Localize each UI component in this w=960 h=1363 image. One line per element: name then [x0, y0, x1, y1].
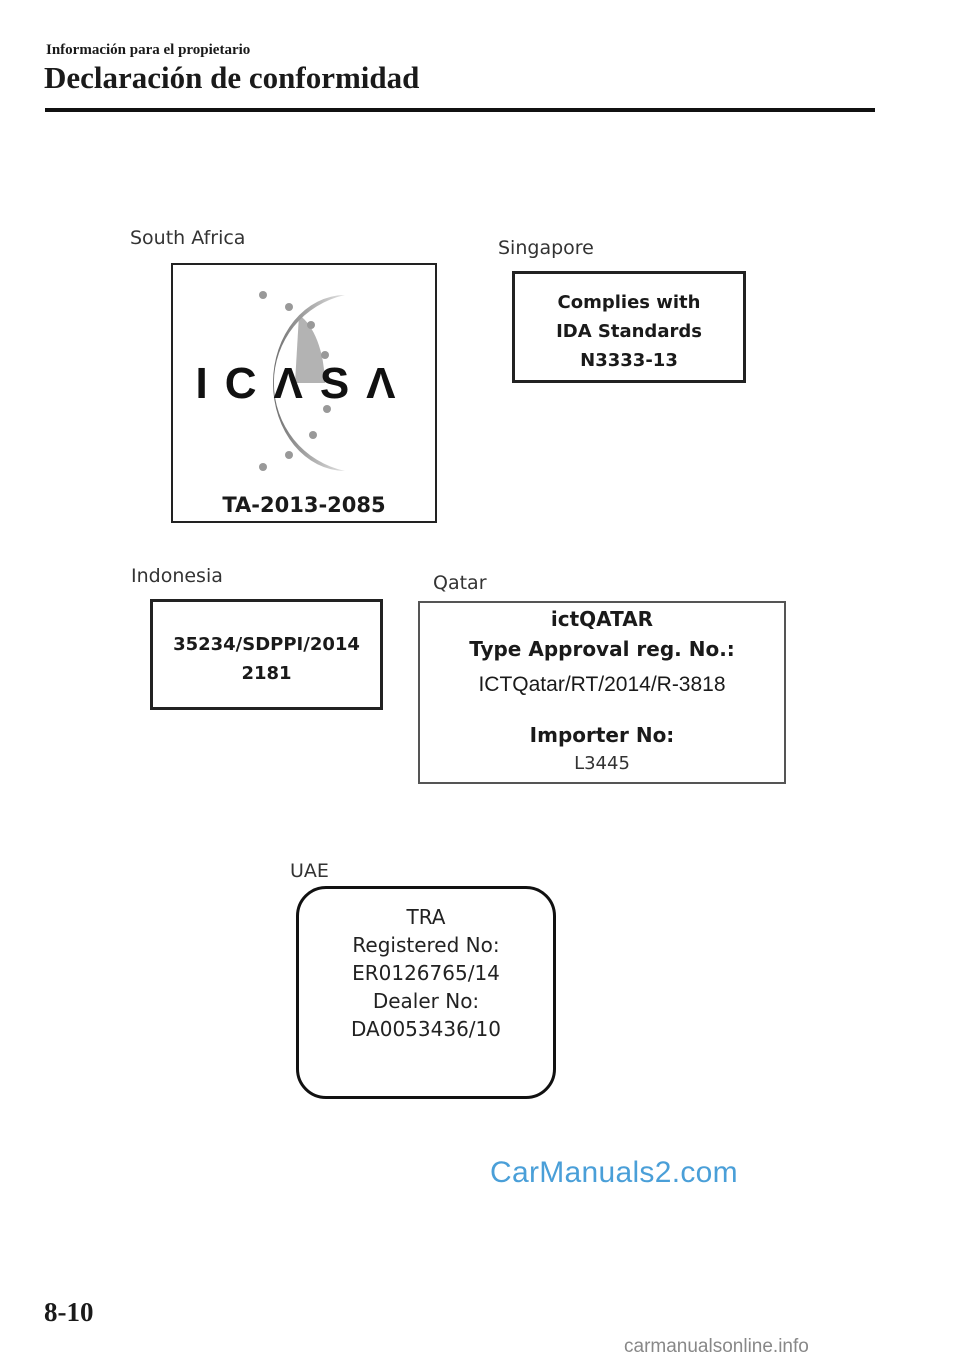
- tra-line-5: DA0053436/10: [351, 1017, 501, 1041]
- indonesia-label: Indonesia: [131, 565, 223, 587]
- tra-line-3: ER0126765/14: [352, 961, 500, 985]
- icasa-logo: [173, 265, 435, 495]
- importer-number: L3445: [574, 753, 630, 774]
- tra-approval-box: [296, 886, 556, 1099]
- sdppi-approval-box: [150, 599, 383, 710]
- sdppi-line-2: 2181: [241, 663, 292, 684]
- svg-text:ICΛSΛ: ICΛSΛ: [195, 359, 413, 408]
- ida-line-2: IDA Standards: [556, 321, 702, 342]
- type-approval-number: ICTQatar/RT/2014/R-3818: [478, 673, 726, 696]
- ida-line-1: Complies with: [557, 292, 701, 313]
- ida-approval-box: [512, 271, 746, 383]
- tra-line-2: Registered No:: [352, 933, 500, 957]
- ida-line-3: N3333-13: [580, 350, 678, 371]
- importer-label: Importer No:: [529, 723, 675, 747]
- qatar-label: Qatar: [433, 572, 487, 594]
- watermark: CarManuals2.com: [490, 1156, 738, 1189]
- footer-site: carmanualsonline.info: [624, 1336, 809, 1357]
- sdppi-line-1: 35234/SDPPI/2014: [173, 634, 360, 655]
- ictqatar-brand: ictQATAR: [550, 607, 654, 631]
- header-rule: [45, 108, 875, 112]
- tra-line-1: TRA: [406, 905, 446, 929]
- tra-line-4: Dealer No:: [372, 989, 480, 1013]
- uae-label: UAE: [290, 860, 329, 882]
- type-approval-label: Type Approval reg. No.:: [469, 637, 735, 661]
- icasa-approval-code: TA-2013-2085: [222, 493, 386, 517]
- ictqatar-approval-box: [418, 601, 786, 784]
- section-label: Información para el propietario: [46, 42, 251, 58]
- singapore-label: Singapore: [498, 237, 594, 259]
- south-africa-label: South Africa: [130, 227, 246, 249]
- icasa-approval-box: [171, 263, 437, 523]
- page-title: Declaración de conformidad: [44, 60, 420, 95]
- page-number: 8-10: [44, 1297, 94, 1327]
